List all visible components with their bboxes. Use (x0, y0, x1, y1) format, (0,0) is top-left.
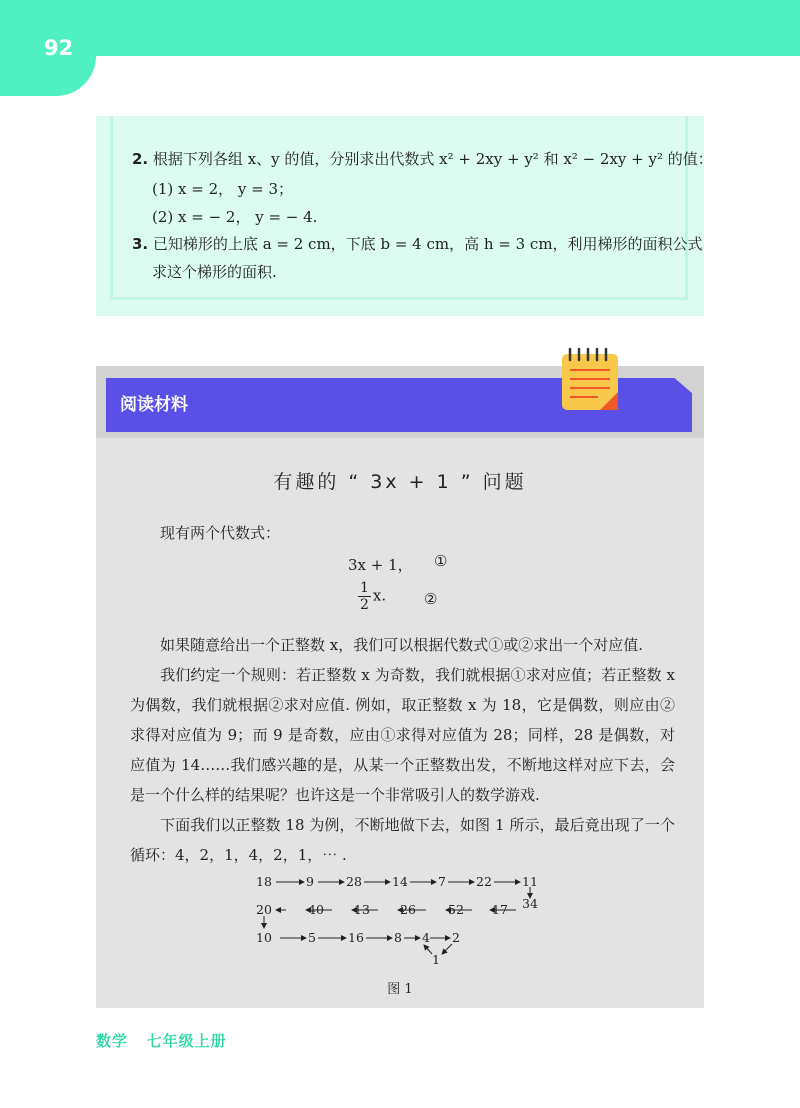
reading-label: 阅读材料 (120, 395, 188, 415)
diagram-node: 4 (422, 930, 430, 945)
paragraph-1-text: 如果随意给出一个正整数 x，我们可以根据代数式①或②求出一个对应值. (160, 636, 643, 654)
page-number: 92 (44, 36, 74, 60)
reading-intro-text: 现有两个代数式： (160, 524, 281, 542)
notepad-icon (558, 346, 624, 416)
paragraph-3-text: 下面我们以正整数 18 为例，不断地做下去，如图 1 所示，最后竟出现了一个循环：4，2，1，4，2，1，⋯ . (130, 816, 675, 864)
diagram-node: 5 (308, 930, 316, 945)
exercise-box (96, 116, 713, 316)
exercise-2 (132, 148, 713, 169)
formula-1-mark: ① (434, 552, 448, 570)
reading-title: 有趣的 “ 3x + 1 ” 问题 (273, 471, 527, 493)
formula-2-mark: ② (424, 590, 438, 608)
paragraph-3 (130, 810, 675, 870)
paragraph-2-text: 我们约定一个规则：若正整数 x 为奇数，我们就根据①求对应值；若正整数 x 为偶数，我们就根据②求对应值. 例如，取正整数 x 为 18，它是偶数，则应由②求得对应值为 9；而 9 是奇数，应由①求得对应值为 28；同样，28 是偶数，对应值为 14……我们感兴趣的是，从某一个正整数出发，不断地这样对应下去，会是一个什么样的结果呢？也许这是一个非常吸引人的数学游戏. (130, 666, 675, 804)
diagram-node: 9 (306, 874, 314, 889)
diagram-node: 26 (400, 902, 416, 917)
diagram-node: 18 (256, 874, 272, 889)
exercise-3-number: 3. (132, 235, 149, 253)
diagram-node: 16 (348, 930, 364, 945)
formula-2-denominator: 2 (360, 597, 369, 613)
exercise-3-line1: 已知梯形的上底 a = 2 cm，下底 b = 4 cm，高 h = 3 cm，利用梯形的面积公式 (152, 235, 703, 253)
diagram-node: 7 (438, 874, 446, 889)
exercise-3 (132, 233, 703, 254)
diagram-node: 14 (392, 874, 408, 889)
diagram-node: 11 (522, 874, 538, 889)
cycle-diagram (246, 866, 546, 966)
diagram-node: 17 (492, 902, 508, 917)
formula-1 (348, 554, 413, 575)
diagram-node: 13 (354, 902, 370, 917)
diagram-node: 10 (256, 930, 272, 945)
formula-2-rest: x. (372, 586, 387, 605)
formula-2 (358, 580, 386, 613)
diagram-node: 28 (346, 874, 362, 889)
footer-book-title: 数学 七年级上册 (96, 1032, 227, 1050)
diagram-node: 40 (308, 902, 324, 917)
diagram-node-loop: 1 (432, 952, 440, 966)
exercise-2-sub2: (2) x = − 2， y = − 4. (152, 208, 318, 226)
paragraph-1 (130, 630, 675, 660)
diagram-node: 8 (394, 930, 402, 945)
diagram-node: 2 (452, 930, 460, 945)
diagram-node: 20 (256, 902, 272, 917)
exercise-3-line2: 求这个梯形的面积. (152, 263, 277, 281)
exercise-2-sub1: (1) x = 2， y = 3； (152, 180, 294, 198)
reading-intro (130, 518, 675, 548)
formula-1-expr: 3x + 1， (348, 556, 413, 574)
figure-caption: 图 1 (387, 982, 413, 997)
paragraph-2 (130, 660, 675, 810)
formula-2-fraction (358, 580, 371, 613)
diagram-node: 22 (476, 874, 492, 889)
exercise-2-number: 2. (132, 150, 149, 168)
diagram-node: 52 (448, 902, 464, 917)
reading-material-box (96, 366, 704, 1008)
formula-2-numerator: 1 (360, 580, 369, 596)
exercise-2-text: 根据下列各组 x、y 的值，分别求出代数式 x² + 2xy + y² 和 x² − 2xy + y² 的值： (152, 150, 713, 168)
diagram-node-turn: 34 (522, 896, 538, 911)
top-band (0, 0, 800, 56)
